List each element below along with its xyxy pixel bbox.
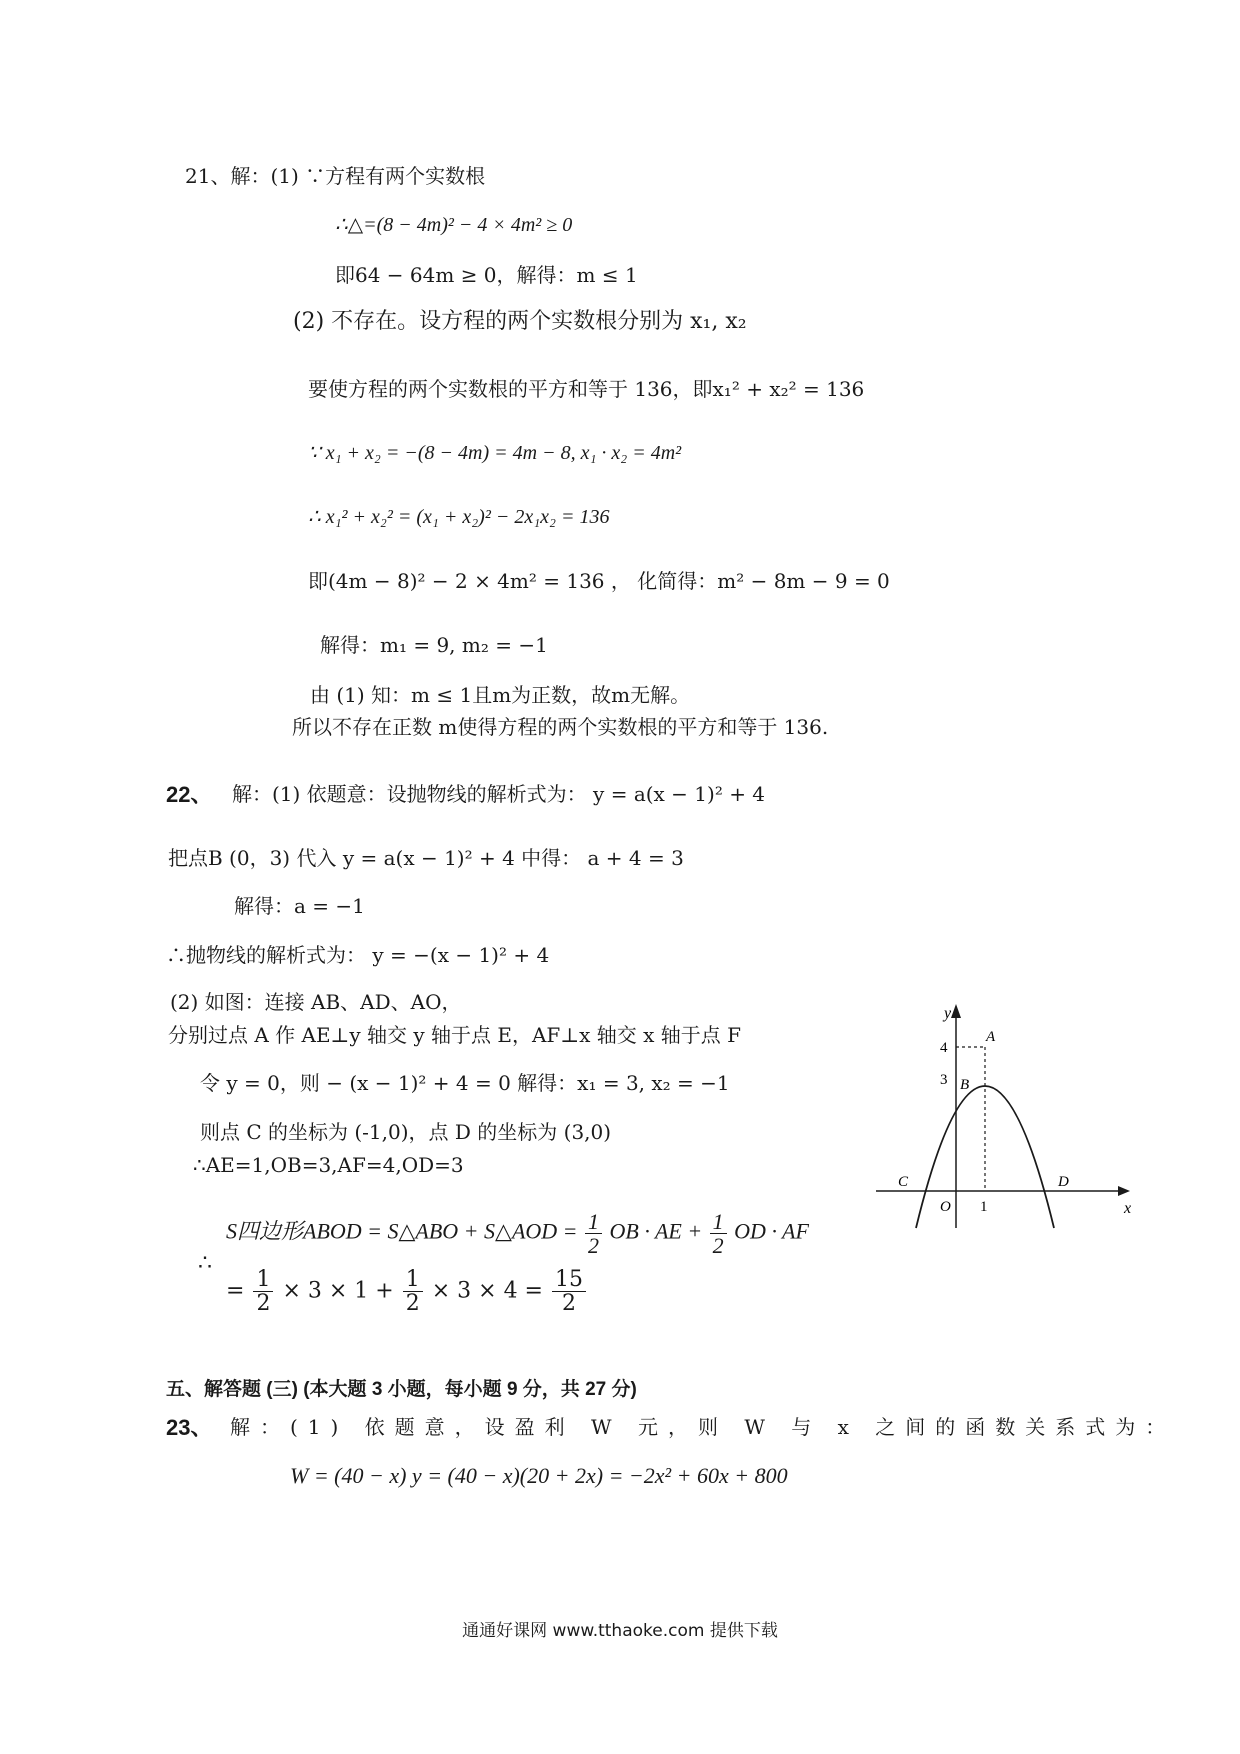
q22-number: 22、	[166, 782, 213, 807]
section-5-heading: 五、解答题 (三) (本大题 3 小题，每小题 9 分，共 27 分)	[166, 1379, 637, 1400]
q21-inequality: 即64 − 64m ≥ 0，解得：m ≤ 1	[335, 263, 638, 287]
q22-points-cd: 则点 C 的坐标为 (-1,0)，点 D 的坐标为 (3,0)	[200, 1120, 612, 1144]
q22-solve-a: 解得：a = −1	[234, 894, 365, 918]
q23-number: 23、	[166, 1415, 213, 1440]
q22-zeros: 令 y = 0，则 − (x − 1)² + 4 = 0 解得：x₁ = 3, x₂ = −1	[200, 1071, 730, 1095]
tick-label-1: 1	[980, 1199, 988, 1215]
q21-sum-squares: ∴ x₁² + x₂² = (x₁ + x₂)² − 2x₁x₂ = 136	[308, 506, 610, 528]
q22-substitute: 把点B (0，3) 代入 y = a(x − 1)² + 4 中得： a + 4 = 3	[168, 846, 684, 870]
y-axis-label: y	[944, 1005, 952, 1022]
q21-part2-intro: (2) 不存在。设方程的两个实数根分别为 x₁, x₂	[293, 309, 747, 334]
q22-area-calc: = $\frac{1}{2}$ × 3 × 1 + $\frac{1}{2}$ × 3 × 4 = $\frac{15}{2}$	[226, 1268, 588, 1315]
tick-label-4: 4	[940, 1040, 948, 1056]
therefore-symbol: ∴	[198, 1251, 212, 1276]
q21-conclusion: 由 (1) 知：m ≤ 1且m为正数，故m无解。	[310, 683, 691, 707]
q21-final: 所以不存在正数 m使得方程的两个实数根的平方和等于 136.	[292, 715, 829, 739]
tick-label-3: 3	[940, 1072, 948, 1088]
q21-roots: 解得：m₁ = 9, m₂ = −1	[320, 633, 548, 657]
q22-parabola: ∴抛物线的解析式为： y = −(x − 1)² + 4	[166, 943, 550, 967]
origin-label: O	[940, 1199, 951, 1215]
q23-function: W = (40 − x) y = (40 − x)(20 + 2x) = −2x² + 60x + 800	[290, 1463, 788, 1488]
q21-simplify: 即(4m − 8)² − 2 × 4m² = 136 ， 化简得：m² − 8m − 9 = 0	[308, 569, 890, 593]
y-axis-arrow	[951, 1004, 961, 1018]
q21-heading: 21、解：(1) ∵方程有两个实数根	[185, 164, 486, 188]
x-axis-label: x	[1124, 1200, 1132, 1217]
point-label-d: D	[1058, 1174, 1069, 1190]
q22-part2: (2) 如图：连接 AB、AD、AO，	[170, 990, 462, 1014]
x-axis-arrow	[1118, 1186, 1130, 1196]
q21-condition: 要使方程的两个实数根的平方和等于 136，即x₁² + x₂² = 136	[308, 377, 865, 401]
point-label-a: A	[986, 1029, 996, 1045]
point-label-b: B	[960, 1077, 970, 1093]
q22-lengths: ∴AE=1,OB=3,AF=4,OD=3	[193, 1153, 464, 1177]
q22-perpendiculars: 分别过点 A 作 AE⊥y 轴交 y 轴于点 E，AF⊥x 轴交 x 轴于点 F	[168, 1023, 741, 1047]
q23-heading: 解：(1) 依题意，设盈利 W 元，则 W 与 x 之间的函数关系式为：	[230, 1415, 1176, 1439]
q22-heading: 解：(1) 依题意：设抛物线的解析式为： y = a(x − 1)² + 4	[232, 782, 766, 806]
parabola-figure	[868, 996, 1138, 1256]
q21-vieta: ∵ x₁ + x₂ = −(8 − 4m) = 4m − 8, x₁ · x₂ = 4m²	[308, 442, 682, 464]
point-label-c: C	[898, 1174, 909, 1190]
q22-area-formula: S四边形ABOD = S△ABO + S△AOD = $\frac{1}{2}$ OB · AE + $\frac{1}{2}$ OD · AF	[226, 1209, 809, 1259]
page-footer: 通通好课网 www.tthaoke.com 提供下载	[462, 1621, 778, 1641]
q21-discriminant: ∴△=(8 − 4m)² − 4 × 4m² ≥ 0	[335, 214, 573, 236]
